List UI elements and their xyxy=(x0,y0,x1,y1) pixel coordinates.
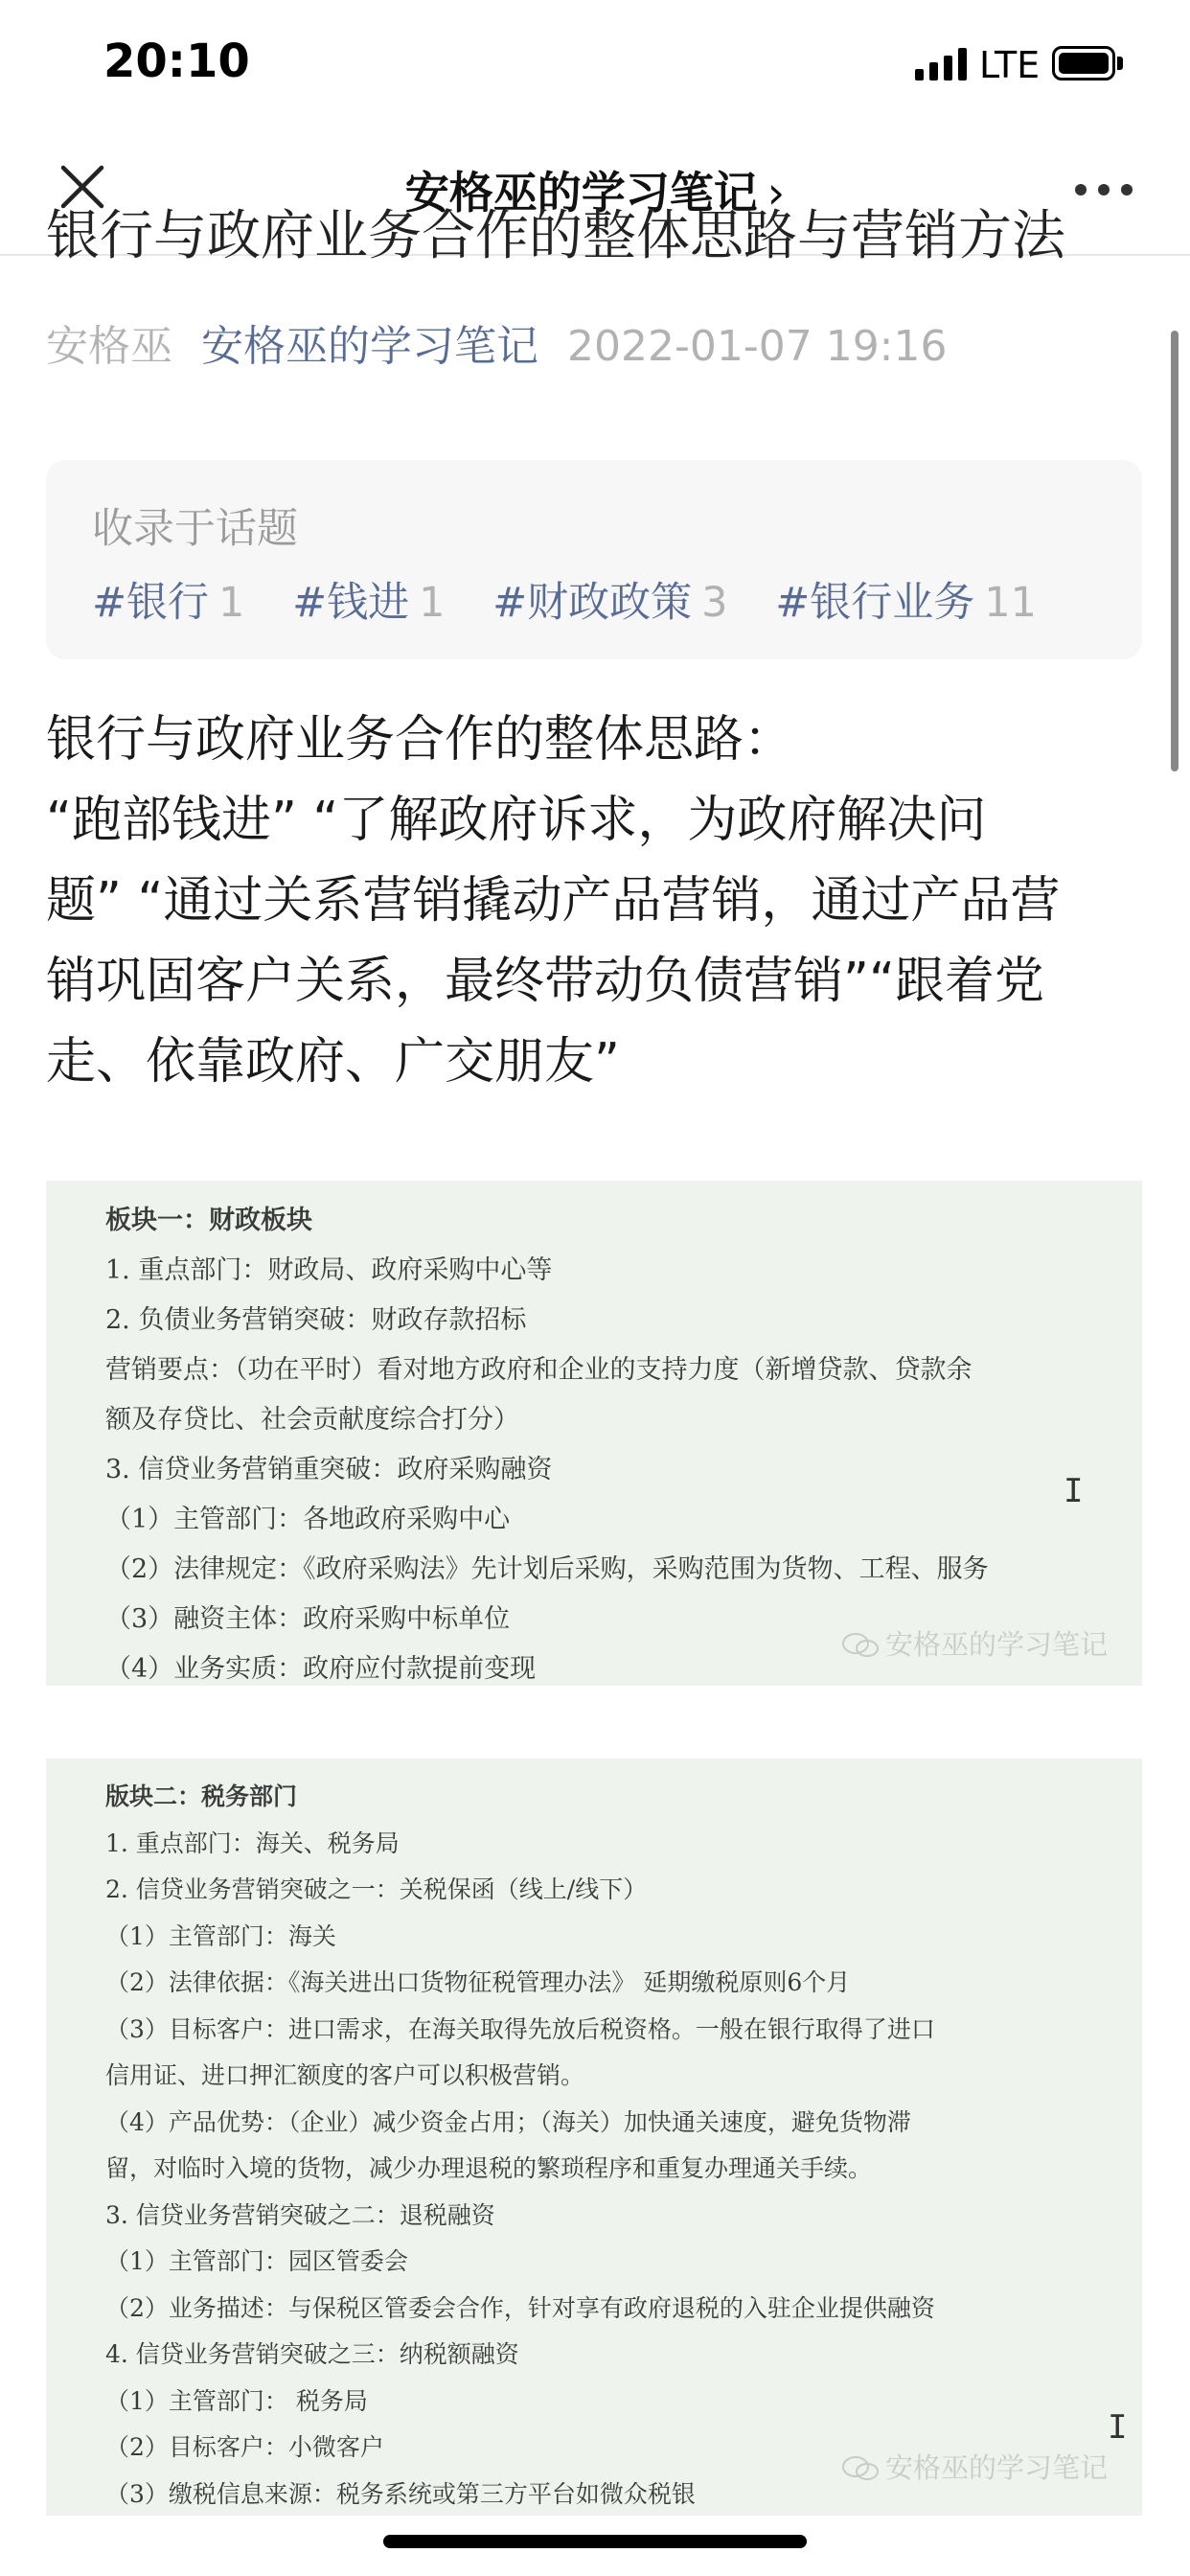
card-line: 2. 信贷业务营销突破之一：关税保函（线上/线下） xyxy=(105,1875,648,1903)
card-line: （2）法律规定：《政府采购法》先计划后采购，采购范围为货物、工程、服务 xyxy=(105,1554,989,1584)
card-line: 留，对临时入境的货物，减少办理退税的繁琐程序和重复办理通关手续。 xyxy=(105,2154,873,2182)
card-line: 1. 重点部门：财政局、政府采购中心等 xyxy=(105,1255,553,1285)
battery-icon xyxy=(1052,46,1115,80)
card-line: （2）目标客户：小微客户 xyxy=(105,2433,384,2461)
wechat-icon xyxy=(841,1633,880,1658)
card-line: 1. 重点部门：海关、税务局 xyxy=(105,1828,400,1857)
status-time: 20:10 xyxy=(103,34,250,88)
body-line: 银行与政府业务合作的整体思路： xyxy=(46,711,794,769)
body-line: 销巩固客户关系，最终带动负债营销”“跟着党 xyxy=(46,953,1044,1010)
wechat-icon xyxy=(841,2456,880,2481)
body-line: “跑部钱进” “了解政府诉求，为政府解决问 xyxy=(46,792,987,849)
card-line: （1）主管部门： 税务局 xyxy=(105,2386,368,2415)
card-line: 3. 信贷业务营销突破之二：退税融资 xyxy=(105,2200,495,2229)
scrollbar[interactable] xyxy=(1171,331,1179,771)
topic-tag[interactable]: #银行 1 xyxy=(92,579,245,627)
card-line: （4）业务实质：政府应付款提前变现 xyxy=(105,1654,537,1684)
card-line: 4. 信贷业务营销突破之三：纳税额融资 xyxy=(105,2340,519,2368)
card-line: 3. 信贷业务营销重突破：政府采购融资 xyxy=(105,1455,553,1484)
card-line: 2. 负债业务营销突破：财政存款招标 xyxy=(105,1305,527,1335)
card-line: （1）主管部门：园区管委会 xyxy=(105,2247,408,2275)
card-line: 营销要点：（功在平时）看对地方政府和企业的支持力度（新增贷款、贷款余 xyxy=(105,1355,973,1385)
network-label: LTE xyxy=(979,44,1041,86)
card-line: （4）产品优势：（企业）减少资金占用；（海关）加快通关速度，避免货物滞 xyxy=(105,2107,911,2136)
article-title-text: 银行与政府业务合作的整体思路与营销方法 xyxy=(46,205,1065,267)
card-line: 版块二：税务部门 xyxy=(105,1782,298,1810)
card-line: （1）主管部门：海关 xyxy=(105,1921,336,1950)
author-name: 安格巫 xyxy=(46,322,172,371)
status-bar xyxy=(0,0,1190,129)
card-line: （2）法律依据：《海关进出口货物征税管理办法》 延期缴税原则6个月 xyxy=(105,1968,851,1996)
publish-datetime: 2022-01-07 19:16 xyxy=(567,322,948,371)
card-line: （3）目标客户：进口需求，在海关取得先放后税资格。一般在银行取得了进口 xyxy=(105,2014,935,2043)
note-image-tax[interactable] xyxy=(46,1759,1142,2516)
watermark: 安格巫的学习笔记 xyxy=(841,2447,1108,2486)
topic-tag[interactable]: #银行业务 11 xyxy=(775,579,1037,627)
text-cursor-icon: I xyxy=(1064,1472,1084,1510)
card-line: （2）业务描述：与保税区管委会合作，针对享有政府退税的入驻企业提供融资 xyxy=(105,2293,935,2322)
card-line: （3）融资主体：政府采购中标单位 xyxy=(105,1604,511,1634)
card-line: 信用证、进口押汇额度的客户可以积极营销。 xyxy=(105,2061,585,2089)
chevron-right-icon: › xyxy=(767,167,786,218)
nav-title-text: 安格巫的学习笔记 xyxy=(404,167,758,218)
card-line: （3）缴税信息来源：税务系统或第三方平台如微众税银 xyxy=(105,2479,696,2508)
article-meta xyxy=(46,311,948,373)
topic-box xyxy=(46,460,1142,659)
article-title xyxy=(46,205,1148,267)
watermark: 安格巫的学习笔记 xyxy=(841,1623,1108,1663)
account-link[interactable]: 安格巫的学习笔记 xyxy=(201,322,538,371)
body-line: 走、依靠政府、广交朋友” xyxy=(46,1033,620,1091)
card-line: 额及存贷比、社会贡献度综合打分） xyxy=(105,1405,519,1435)
card-line: 板块一：财政板块 xyxy=(105,1206,312,1235)
topic-tags xyxy=(92,570,1071,629)
note-image-fiscal[interactable] xyxy=(46,1181,1142,1686)
article-body xyxy=(46,700,1148,1102)
card-line: （1）主管部门：各地政府采购中心 xyxy=(105,1505,511,1534)
topic-tag[interactable]: #财政政策 3 xyxy=(492,579,728,627)
text-cursor-icon: I xyxy=(1108,2408,1128,2447)
battery-tip xyxy=(1117,57,1123,70)
signal-icon xyxy=(915,48,967,80)
topic-label: 收录于话题 xyxy=(92,505,298,553)
body-line: 题” “通过关系营销撬动产品营销，通过产品营 xyxy=(46,872,1061,930)
topic-tag[interactable]: #钱进 1 xyxy=(292,579,446,627)
home-indicator[interactable] xyxy=(383,2535,807,2548)
